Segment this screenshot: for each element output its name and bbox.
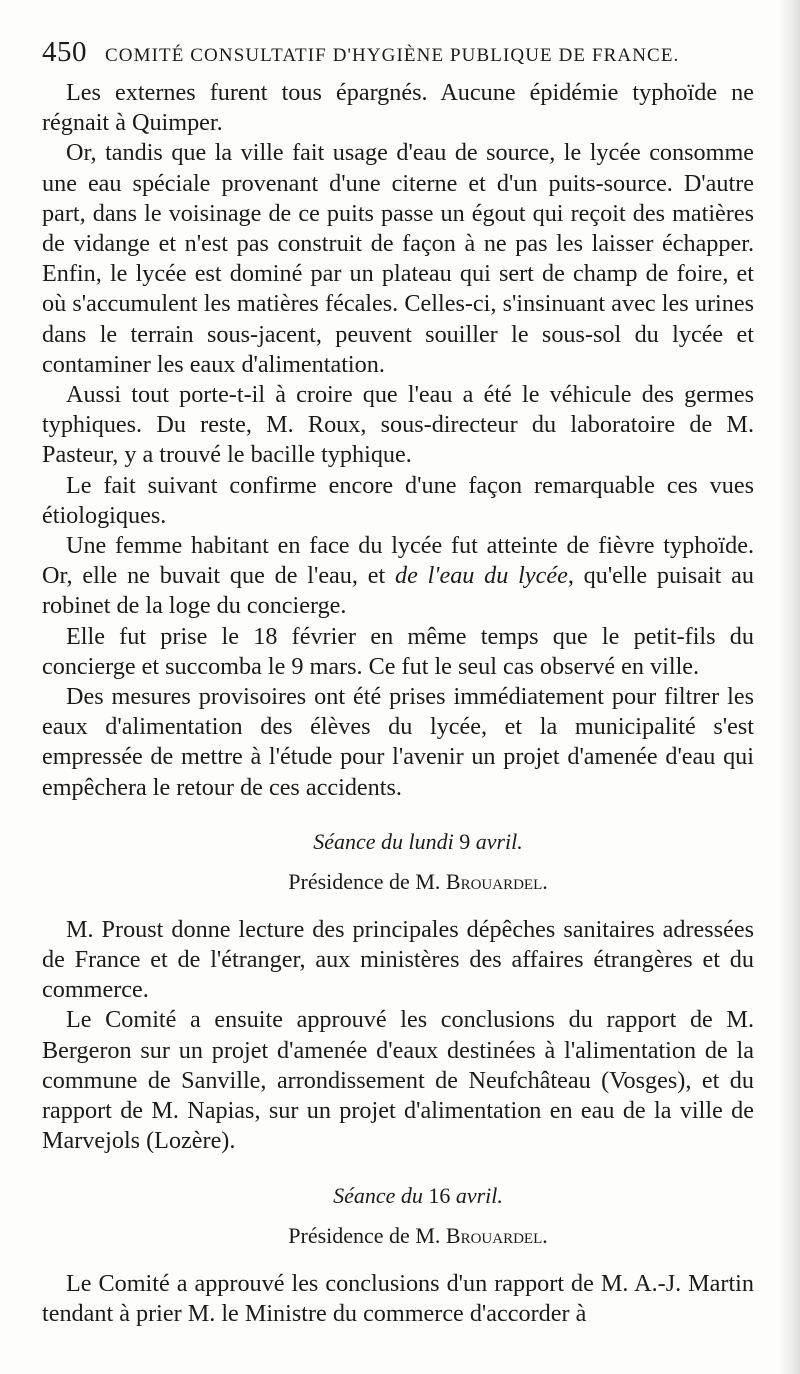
page-number: 450 [42,36,87,68]
presidence-line [42,867,754,897]
spacer [42,897,754,915]
page-header [42,36,762,66]
page-body [42,78,754,1329]
president-name: Brouardel [445,1222,543,1248]
paragraph: Elle fut prise le 18 février en même temps que le petit-fils du concierge et succomba le 9 mars. Ce fut le seul cas observé en ville. [42,622,754,680]
session-title-text: avril. [470,828,523,854]
session-title-text: Séance du [333,1182,429,1208]
paragraph-with-emphasis [42,531,754,622]
spacer [42,1157,754,1181]
paragraph: Le fait suivant confirme encore d'une façon remarquable ces vues étiologiques. [42,471,754,529]
session-day: 16 [428,1182,451,1208]
paragraph: Le Comité a approuvé les conclusions d'un rapport de M. A.-J. Martin tendant à prier M. le Ministre du commerce d'accorder à [42,1269,754,1327]
presidence-prefix: Présidence de M. [288,1222,446,1248]
presidence-line [42,1221,754,1251]
paragraph-text: Une femme habitant en face du lycée fut atteinte de fièvre typhoïde. Or, elle ne buvait que de l'eau, et [42,532,754,590]
presidence-prefix: Présidence de M. [288,868,446,894]
paragraph: M. Proust donne lecture des principales dépêches sanitaires adressées de France et de l'étranger, aux ministères des affaires étrangères et du commerce. [42,915,754,1004]
emphasis-text: de l'eau du lycée [394,562,568,590]
paragraph-text: , qu'elle puisait au robinet de la loge du concierge. [42,562,754,620]
page-edge-shading [778,0,800,1374]
session-title [42,827,754,857]
spacer [42,1211,754,1221]
paragraph: Le Comité a ensuite approuvé les conclusions du rapport de M. Bergeron sur un projet d'amenée d'eaux destinées à l'alimentation de la commune de Sanville, arrondissement de Neufchâteau (Vosges), et du rapport de M. Napias, sur un projet d'alimentation en eau de la ville de Marvejols (Lozère). [42,1006,754,1155]
paragraph: Des mesures provisoires ont été prises immédiatement pour filtrer les eaux d'alimentation des élèves du lycée, et la municipalité s'est empressée de mettre à l'étude pour l'avenir un projet d'amenée d'eau qui empêchera le retour de ces accidents. [42,683,754,801]
spacer [42,857,754,867]
paragraph: Or, tandis que la ville fait usage d'eau de source, le lycée consomme une eau spéciale provenant d'une citerne et d'un puits-source. D'autre part, dans le voisinage de ce puits passe un égout qui reçoit des matières de vidange et n'est pas construit de façon à ne pas les laisser échapper. Enfin, le lycée est dominé par un plateau qui sert de champ de foire, et où s'accumulent les matières fécales. Celles-ci, s'insinuant avec les urines dans le terrain sous-jacent, peuvent souiller le sous-sol du lycée et contaminer les eaux d'alimentation. [42,139,754,378]
presidence-suffix: . [542,868,548,894]
session-title-text: avril. [450,1182,503,1208]
president-name: Brouardel [445,868,543,894]
session-title [42,1181,754,1211]
running-title: COMITÉ CONSULTATIF D'HYGIÈNE PUBLIQUE DE FRANCE. [105,45,680,66]
spacer [42,803,754,827]
session-title-text: Séance du lundi [313,828,460,854]
paragraph: Les externes furent tous épargnés. Aucune épidémie typhoïde ne régnait à Quimper. [42,79,754,137]
paragraph: Aussi tout porte-t-il à croire que l'eau a été le véhicule des germes typhiques. Du reste, M. Roux, sous-directeur du laboratoire de M. Pasteur, y a trouvé le bacille typhique. [42,381,754,469]
presidence-suffix: . [542,1222,548,1248]
session-day: 9 [459,828,471,854]
spacer [42,1251,754,1269]
